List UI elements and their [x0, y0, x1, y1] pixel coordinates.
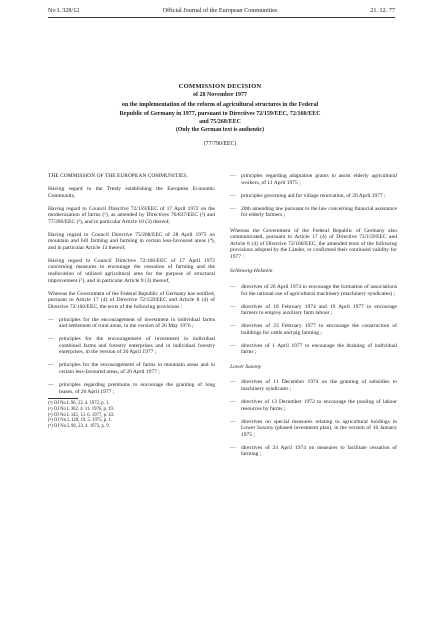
- list-item-text: principles governing aid for village renovation, of 20 April 1977 ;: [241, 192, 386, 199]
- decision-heading: COMMISSION DECISION: [178, 83, 262, 90]
- list-item: [48, 382, 215, 395]
- page-number: No L 328/12: [48, 7, 80, 14]
- decision-number: (77/790/EEC): [203, 141, 237, 147]
- section-title-lower-saxony: Lower Saxony: [230, 363, 262, 370]
- list-item-text: directives of 24 April 1974 on measures to facilitate cessation of farming ;: [241, 444, 397, 458]
- list-item-text: directives of 13 December 1972 to encourage the pooling of labour resources by farms ;: [241, 399, 397, 412]
- dash-marker: —: [230, 418, 236, 425]
- list-item: [230, 206, 397, 219]
- issue-date: 21. 12. 77: [370, 7, 395, 14]
- recital-directive-75-268: Having regard to Council Directive 75/268/EEC of 28 April 1975 on mountain and hill farming and farming in certain less-favoured areas (⁴), and in particular Article 13 thereof,: [48, 231, 215, 251]
- recital-whereas-notified: Whereas the Government of the Federal Republic of Germany has notified, pursuant to Article 17 (4) of Directive 72/159/EEC and Article 8 (4) of Directive 72/160/EEC, the texts of the following provisions :: [48, 290, 215, 310]
- authentic-language-note: (Only the German text is authentic): [175, 126, 265, 133]
- list-item-text: directives of 26 April 1974 to encourage the formation of associations for the rational use of agricultural machinery (machinery syndicates) ;: [241, 284, 397, 297]
- list-item-text: principles for the encouragement of farms in mountain areas and in certain less-favoured areas, of 20 April 1977 ;: [59, 362, 215, 376]
- recital-directive-72-159: Having regard to Council Directive 72/159/EEC of 17 April 1972 on the modernization of farms (¹), as amended by Directives 76/837/EEC (²) and 77/390/EEC (³), and in particular Article 18 (3) thereof,: [48, 205, 215, 225]
- list-item: [230, 379, 397, 392]
- list-item: [230, 304, 397, 317]
- list-item-text: 20th amending law pursuant to the law concerning financial assistance for elderly farmers ;: [241, 205, 397, 219]
- dash-marker: —: [230, 323, 236, 330]
- journal-title: Official Journal of the European Communities: [162, 7, 278, 14]
- dash-marker: —: [230, 284, 236, 291]
- dash-marker: —: [230, 399, 236, 406]
- decision-title-block: [60, 82, 380, 149]
- list-item: [230, 399, 397, 412]
- list-item-text: directives on special measures relating to agricultural holdings in Lower Saxony (phased investment plan), in the version of 16 January 1975 ;: [241, 418, 397, 438]
- header-rule: [48, 17, 395, 18]
- list-item-text: principles for the encouragement of investment in individual farms and settlement of rural areas, in the version of 26 May 1976 ;: [59, 316, 215, 330]
- footnote: (²) OJ No L 302, 4. 11. 1976, p. 19.: [48, 406, 115, 412]
- right-column: [230, 173, 397, 464]
- dash-marker: —: [48, 316, 54, 323]
- list-item-text: directives of 1 April 1977 to encourage the draining of individual farms ;: [241, 342, 397, 356]
- decision-subject-line-3: and 75/268/EEC: [199, 118, 241, 125]
- dash-marker: —: [230, 173, 236, 179]
- section-title-schleswig-holstein: Schleswig-Holstein: [230, 268, 273, 275]
- list-item: [48, 362, 215, 375]
- footnote-rule: [48, 398, 78, 399]
- dash-marker: —: [230, 379, 236, 386]
- decision-subject-line-1: on the implementation of the reform of agricultural structures in the Federal: [121, 102, 319, 108]
- dash-marker: —: [230, 303, 236, 310]
- footnote: (¹) OJ No L 96, 23. 4. 1972, p. 1.: [48, 401, 110, 407]
- dash-marker: —: [48, 382, 54, 389]
- list-item-text: principles regarding premiums to encourage the granting of long leases, of 20 April 1977 ;: [59, 382, 215, 395]
- dash-marker: —: [48, 336, 54, 343]
- preamble-commission: THE COMMISSION OF THE EUROPEAN COMMUNITIES,: [48, 173, 188, 179]
- recital-treaty: Having regard to the Treaty establishing the European Economic Community,: [48, 186, 215, 199]
- list-item: [230, 284, 397, 297]
- list-item: [230, 445, 397, 458]
- list-item: [230, 323, 397, 336]
- dash-marker: —: [48, 362, 54, 369]
- recital-whereas-lander: Whereas the Government of the Federal Republic of Germany also communicated, pursuant to Article 17 (4) of Directive 72/159/EEC and Article 8 (4) of Directive 72/160/EEC, the amended texts of the following provisions adopted by the Länder, or confirmed their continued validity for 1977 :: [230, 227, 397, 260]
- list-item-text: directives of 18 February 1974 and 19 April 1977 to encourage farmers to employ auxiliary farm labour ;: [241, 303, 397, 317]
- list-item-text: directives of 11 December 1974 on the granting of subsidies to machinery syndicates ;: [241, 379, 397, 392]
- dash-marker: —: [230, 444, 236, 451]
- dash-marker: —: [230, 342, 236, 349]
- footnote: (³) OJ No L 145, 13. 6. 1977, p. 43.: [48, 412, 115, 418]
- left-column: [48, 173, 215, 430]
- list-item: [230, 193, 397, 200]
- list-item-text: directives of 23 February 1977 to encourage the construction of buildings for cattle and pig farming ;: [241, 323, 397, 336]
- footnote: (⁵) OJ No L 96, 23. 4. 1972, p. 9.: [48, 423, 110, 429]
- list-item-text: principles for the encouragement of investment in individual combined farms and forestry enterprises and in individual forestry enterprises, in the version of 20 April 1977 ;: [59, 336, 215, 356]
- list-item-text: principles regarding adaptation grants to assist elderly agricultural workers, of 11 April 1975 ;: [241, 173, 397, 186]
- list-item: [48, 317, 215, 330]
- list-item: [230, 173, 397, 186]
- list-item: [230, 343, 397, 356]
- decision-subject-line-2: Republic of Germany in 1977, pursuant to Directives 72/159/EEC, 72/160/EEC: [119, 110, 321, 117]
- dash-marker: —: [230, 192, 236, 199]
- dash-marker: —: [230, 205, 236, 212]
- decision-date: of 28 November 1977: [192, 92, 248, 98]
- footnote: (⁴) OJ No L 128, 19. 5. 1975, p. 1.: [48, 418, 113, 424]
- list-item: [230, 419, 397, 439]
- list-item: [48, 336, 215, 356]
- recital-directive-72-160: Having regard to Council Directive 72/160/EEC of 17 April 1972 concerning measures to encourage the cessation of farming and the reallocation of utilized agricultural area for the purpose of structural improvement (⁵), and in particular Article 9 (3) thereof,: [48, 257, 215, 284]
